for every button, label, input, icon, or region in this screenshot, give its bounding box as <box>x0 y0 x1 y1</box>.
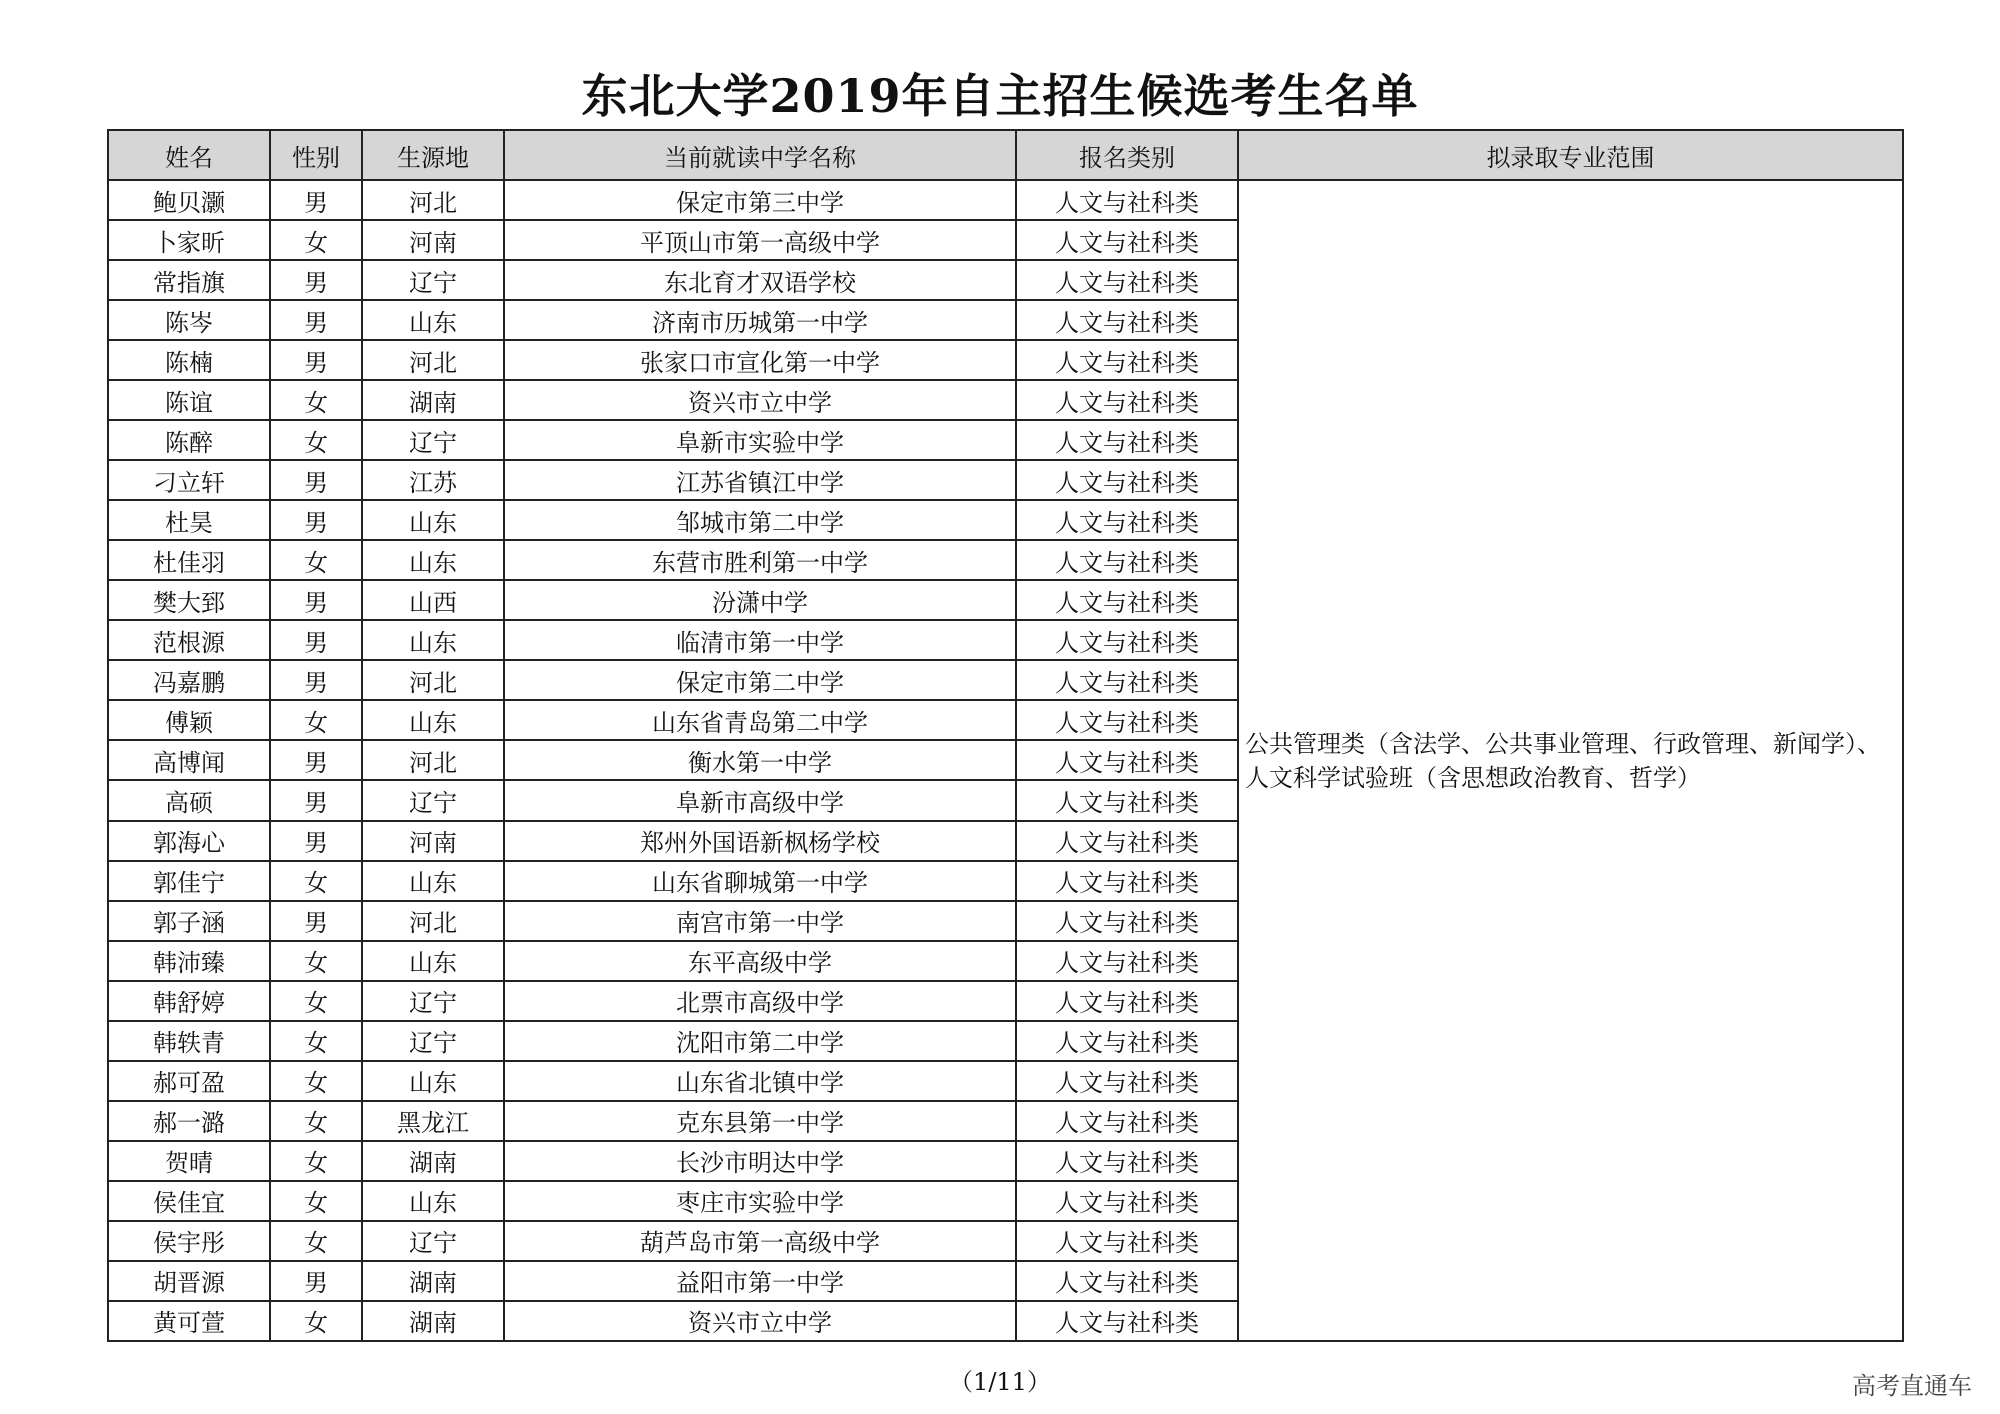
cell-origin: 山东 <box>362 300 504 340</box>
cell-gender: 男 <box>270 901 362 941</box>
cell-gender: 男 <box>270 500 362 540</box>
cell-school: 济南市历城第一中学 <box>504 300 1016 340</box>
cell-school: 山东省聊城第一中学 <box>504 861 1016 901</box>
header-category: 报名类别 <box>1016 130 1238 180</box>
cell-category: 人文与社科类 <box>1016 300 1238 340</box>
cell-gender: 女 <box>270 1061 362 1101</box>
cell-school: 东北育才双语学校 <box>504 260 1016 300</box>
cell-origin: 山东 <box>362 500 504 540</box>
cell-name: 陈醉 <box>108 420 270 460</box>
cell-name: 郝可盈 <box>108 1061 270 1101</box>
cell-origin: 山东 <box>362 700 504 740</box>
cell-name: 鲍贝灏 <box>108 180 270 220</box>
cell-major-range: 公共管理类（含法学、公共事业管理、行政管理、新闻学）、人文科学试验班（含思想政治教育、哲学） <box>1238 180 1903 1341</box>
cell-category: 人文与社科类 <box>1016 420 1238 460</box>
cell-name: 郝一潞 <box>108 1101 270 1141</box>
cell-school: 资兴市立中学 <box>504 1301 1016 1341</box>
watermark: 高考直通车 <box>1852 1372 1972 1400</box>
cell-category: 人文与社科类 <box>1016 861 1238 901</box>
cell-origin: 辽宁 <box>362 780 504 820</box>
cell-name: 郭佳宁 <box>108 861 270 901</box>
cell-name: 高博闻 <box>108 740 270 780</box>
cell-school: 张家口市宣化第一中学 <box>504 340 1016 380</box>
cell-category: 人文与社科类 <box>1016 660 1238 700</box>
cell-category: 人文与社科类 <box>1016 220 1238 260</box>
cell-gender: 女 <box>270 1021 362 1061</box>
cell-origin: 河南 <box>362 220 504 260</box>
cell-gender: 女 <box>270 380 362 420</box>
cell-category: 人文与社科类 <box>1016 981 1238 1021</box>
cell-gender: 女 <box>270 1221 362 1261</box>
header-major-range: 拟录取专业范围 <box>1238 130 1903 180</box>
cell-origin: 山东 <box>362 941 504 981</box>
cell-gender: 男 <box>270 300 362 340</box>
cell-school: 临清市第一中学 <box>504 620 1016 660</box>
cell-school: 山东省青岛第二中学 <box>504 700 1016 740</box>
cell-category: 人文与社科类 <box>1016 780 1238 820</box>
cell-gender: 女 <box>270 1181 362 1221</box>
cell-gender: 女 <box>270 1141 362 1181</box>
cell-name: 常指旗 <box>108 260 270 300</box>
cell-school: 邹城市第二中学 <box>504 500 1016 540</box>
cell-gender: 男 <box>270 660 362 700</box>
cell-origin: 河北 <box>362 901 504 941</box>
header-origin: 生源地 <box>362 130 504 180</box>
header-name: 姓名 <box>108 130 270 180</box>
cell-school: 长沙市明达中学 <box>504 1141 1016 1181</box>
cell-gender: 女 <box>270 540 362 580</box>
cell-category: 人文与社科类 <box>1016 1021 1238 1061</box>
header-school: 当前就读中学名称 <box>504 130 1016 180</box>
cell-gender: 女 <box>270 220 362 260</box>
cell-gender: 女 <box>270 420 362 460</box>
cell-category: 人文与社科类 <box>1016 260 1238 300</box>
cell-category: 人文与社科类 <box>1016 620 1238 660</box>
cell-origin: 河北 <box>362 340 504 380</box>
candidate-table <box>107 129 1904 1342</box>
cell-gender: 女 <box>270 700 362 740</box>
cell-origin: 辽宁 <box>362 1021 504 1061</box>
cell-gender: 男 <box>270 821 362 861</box>
cell-name: 杜昊 <box>108 500 270 540</box>
cell-gender: 男 <box>270 580 362 620</box>
header-gender: 性别 <box>270 130 362 180</box>
table-row <box>108 180 1903 220</box>
cell-school: 克东县第一中学 <box>504 1101 1016 1141</box>
cell-category: 人文与社科类 <box>1016 1221 1238 1261</box>
cell-origin: 山东 <box>362 540 504 580</box>
cell-origin: 湖南 <box>362 380 504 420</box>
cell-category: 人文与社科类 <box>1016 380 1238 420</box>
cell-gender: 男 <box>270 620 362 660</box>
cell-gender: 女 <box>270 981 362 1021</box>
cell-school: 保定市第二中学 <box>504 660 1016 700</box>
cell-origin: 河南 <box>362 821 504 861</box>
cell-category: 人文与社科类 <box>1016 1261 1238 1301</box>
table-body <box>108 180 1903 1341</box>
cell-name: 胡晋源 <box>108 1261 270 1301</box>
cell-origin: 山东 <box>362 620 504 660</box>
cell-category: 人文与社科类 <box>1016 1061 1238 1101</box>
cell-category: 人文与社科类 <box>1016 901 1238 941</box>
cell-school: 山东省北镇中学 <box>504 1061 1016 1101</box>
cell-school: 益阳市第一中学 <box>504 1261 1016 1301</box>
cell-name: 郭子涵 <box>108 901 270 941</box>
cell-school: 葫芦岛市第一高级中学 <box>504 1221 1016 1261</box>
cell-school: 郑州外国语新枫杨学校 <box>504 821 1016 861</box>
cell-gender: 男 <box>270 260 362 300</box>
cell-origin: 山西 <box>362 580 504 620</box>
cell-category: 人文与社科类 <box>1016 1141 1238 1181</box>
cell-school: 平顶山市第一高级中学 <box>504 220 1016 260</box>
cell-name: 侯佳宜 <box>108 1181 270 1221</box>
cell-name: 杜佳羽 <box>108 540 270 580</box>
cell-origin: 湖南 <box>362 1301 504 1341</box>
cell-origin: 山东 <box>362 1061 504 1101</box>
cell-name: 樊大郅 <box>108 580 270 620</box>
cell-origin: 山东 <box>362 861 504 901</box>
cell-category: 人文与社科类 <box>1016 941 1238 981</box>
cell-school: 资兴市立中学 <box>504 380 1016 420</box>
cell-school: 沈阳市第二中学 <box>504 1021 1016 1061</box>
cell-gender: 女 <box>270 861 362 901</box>
cell-school: 南宫市第一中学 <box>504 901 1016 941</box>
cell-gender: 男 <box>270 180 362 220</box>
cell-category: 人文与社科类 <box>1016 500 1238 540</box>
cell-name: 韩轶青 <box>108 1021 270 1061</box>
cell-gender: 女 <box>270 1301 362 1341</box>
cell-school: 阜新市实验中学 <box>504 420 1016 460</box>
cell-name: 韩舒婷 <box>108 981 270 1021</box>
cell-category: 人文与社科类 <box>1016 180 1238 220</box>
cell-origin: 辽宁 <box>362 420 504 460</box>
cell-school: 东平高级中学 <box>504 941 1016 981</box>
cell-gender: 男 <box>270 460 362 500</box>
cell-name: 郭海心 <box>108 821 270 861</box>
cell-origin: 湖南 <box>362 1141 504 1181</box>
cell-name: 冯嘉鹏 <box>108 660 270 700</box>
cell-school: 汾潇中学 <box>504 580 1016 620</box>
cell-origin: 辽宁 <box>362 1221 504 1261</box>
cell-name: 黄可萱 <box>108 1301 270 1341</box>
cell-gender: 男 <box>270 1261 362 1301</box>
cell-gender: 男 <box>270 740 362 780</box>
cell-name: 陈谊 <box>108 380 270 420</box>
cell-name: 侯宇彤 <box>108 1221 270 1261</box>
cell-name: 高硕 <box>108 780 270 820</box>
cell-category: 人文与社科类 <box>1016 580 1238 620</box>
page-number: （1/11） <box>949 1368 1051 1396</box>
cell-name: 范根源 <box>108 620 270 660</box>
cell-origin: 黑龙江 <box>362 1101 504 1141</box>
table-header-row <box>108 130 1903 180</box>
cell-origin: 辽宁 <box>362 260 504 300</box>
cell-school: 北票市高级中学 <box>504 981 1016 1021</box>
cell-origin: 湖南 <box>362 1261 504 1301</box>
cell-category: 人文与社科类 <box>1016 340 1238 380</box>
cell-origin: 江苏 <box>362 460 504 500</box>
cell-category: 人文与社科类 <box>1016 740 1238 780</box>
cell-category: 人文与社科类 <box>1016 1301 1238 1341</box>
cell-origin: 河北 <box>362 660 504 700</box>
cell-category: 人文与社科类 <box>1016 821 1238 861</box>
cell-name: 韩沛臻 <box>108 941 270 981</box>
document-title: 东北大学2019年自主招生候选考生名单 <box>581 69 1419 123</box>
cell-gender: 女 <box>270 1101 362 1141</box>
cell-category: 人文与社科类 <box>1016 540 1238 580</box>
cell-origin: 河北 <box>362 180 504 220</box>
cell-name: 傅颖 <box>108 700 270 740</box>
cell-name: 陈岑 <box>108 300 270 340</box>
cell-category: 人文与社科类 <box>1016 700 1238 740</box>
cell-school: 江苏省镇江中学 <box>504 460 1016 500</box>
cell-category: 人文与社科类 <box>1016 460 1238 500</box>
cell-name: 卜家昕 <box>108 220 270 260</box>
cell-school: 东营市胜利第一中学 <box>504 540 1016 580</box>
cell-school: 保定市第三中学 <box>504 180 1016 220</box>
cell-origin: 山东 <box>362 1181 504 1221</box>
cell-category: 人文与社科类 <box>1016 1181 1238 1221</box>
cell-name: 刁立轩 <box>108 460 270 500</box>
cell-school: 枣庄市实验中学 <box>504 1181 1016 1221</box>
cell-school: 阜新市高级中学 <box>504 780 1016 820</box>
cell-gender: 男 <box>270 340 362 380</box>
cell-name: 陈楠 <box>108 340 270 380</box>
cell-gender: 男 <box>270 780 362 820</box>
cell-school: 衡水第一中学 <box>504 740 1016 780</box>
cell-name: 贺晴 <box>108 1141 270 1181</box>
cell-origin: 辽宁 <box>362 981 504 1021</box>
cell-category: 人文与社科类 <box>1016 1101 1238 1141</box>
cell-origin: 河北 <box>362 740 504 780</box>
cell-gender: 女 <box>270 941 362 981</box>
